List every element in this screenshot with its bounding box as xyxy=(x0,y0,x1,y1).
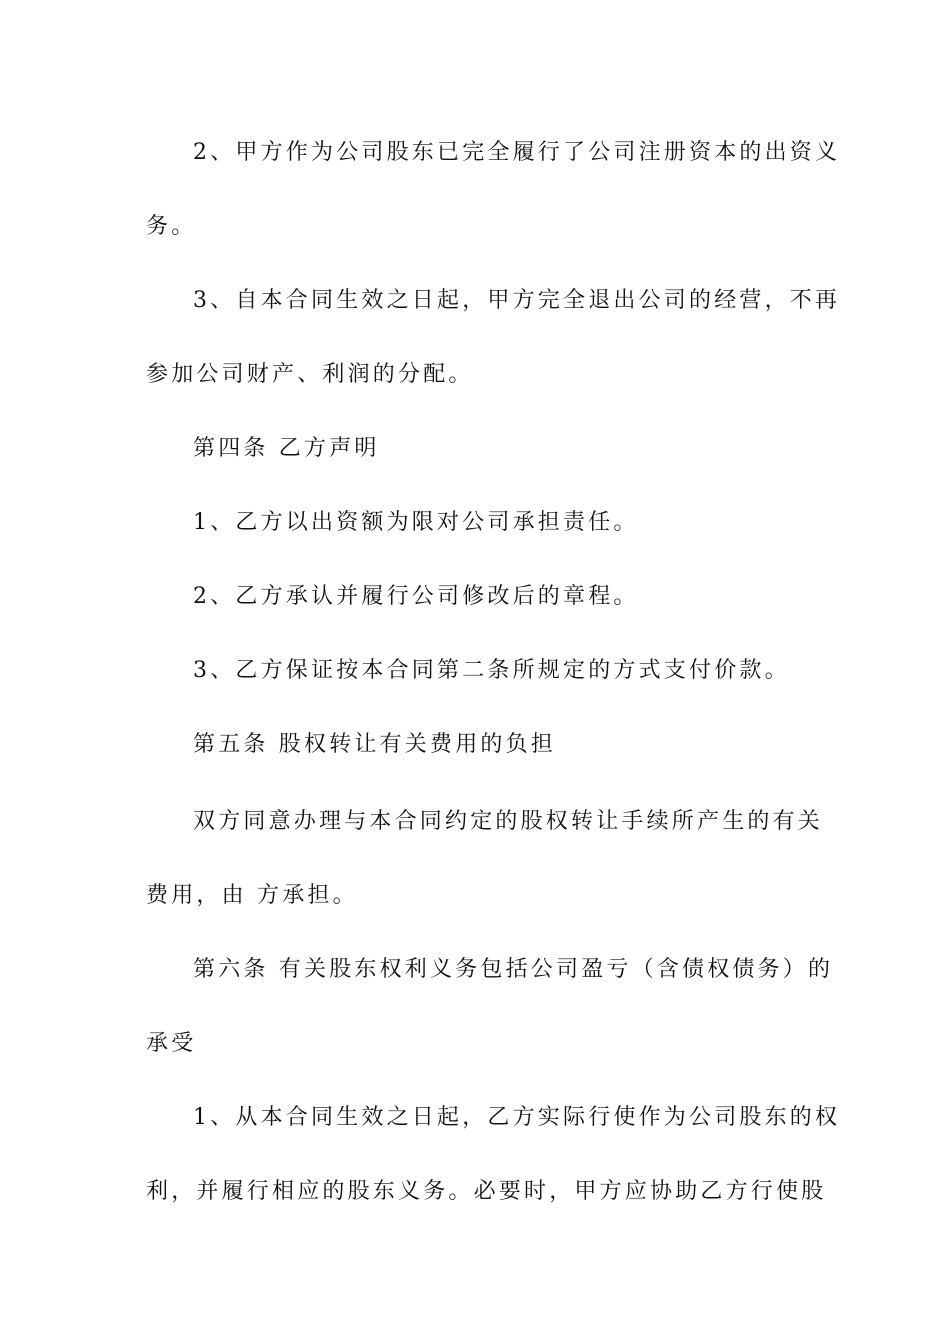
paragraph-line: 2、甲方作为公司股东已完全履行了公司注册资本的出资义 xyxy=(193,140,841,165)
paragraph-line: 利，并履行相应的股东义务。必要时，甲方应协助乙方行使股 xyxy=(146,1179,827,1204)
paragraph-line: 1、乙方以出资额为限对公司承担责任。 xyxy=(193,510,639,535)
paragraph-line: 务。 xyxy=(146,214,197,239)
section-heading: 第六条 有关股东权利义务包括公司盈亏（含债权债务）的 xyxy=(193,957,834,982)
paragraph-line: 3、乙方保证按本合同第二条所规定的方式支付价款。 xyxy=(193,658,790,683)
section-heading: 第五条 股权转让有关费用的负担 xyxy=(193,732,556,757)
paragraph-line: 参加公司财产、利润的分配。 xyxy=(146,362,474,387)
section-heading: 第四条 乙方声明 xyxy=(193,436,380,461)
paragraph-line: 3、自本合同生效之日起，甲方完全退出公司的经营，不再 xyxy=(193,288,841,313)
section-heading-continuation: 承受 xyxy=(146,1031,197,1056)
paragraph-line: 1、从本合同生效之日起，乙方实际行使作为公司股东的权 xyxy=(193,1105,841,1130)
paragraph-line: 双方同意办理与本合同约定的股权转让手续所产生的有关 xyxy=(193,809,824,834)
paragraph-line: 费用，由 方承担。 xyxy=(146,883,358,908)
paragraph-line: 2、乙方承认并履行公司修改后的章程。 xyxy=(193,584,639,609)
